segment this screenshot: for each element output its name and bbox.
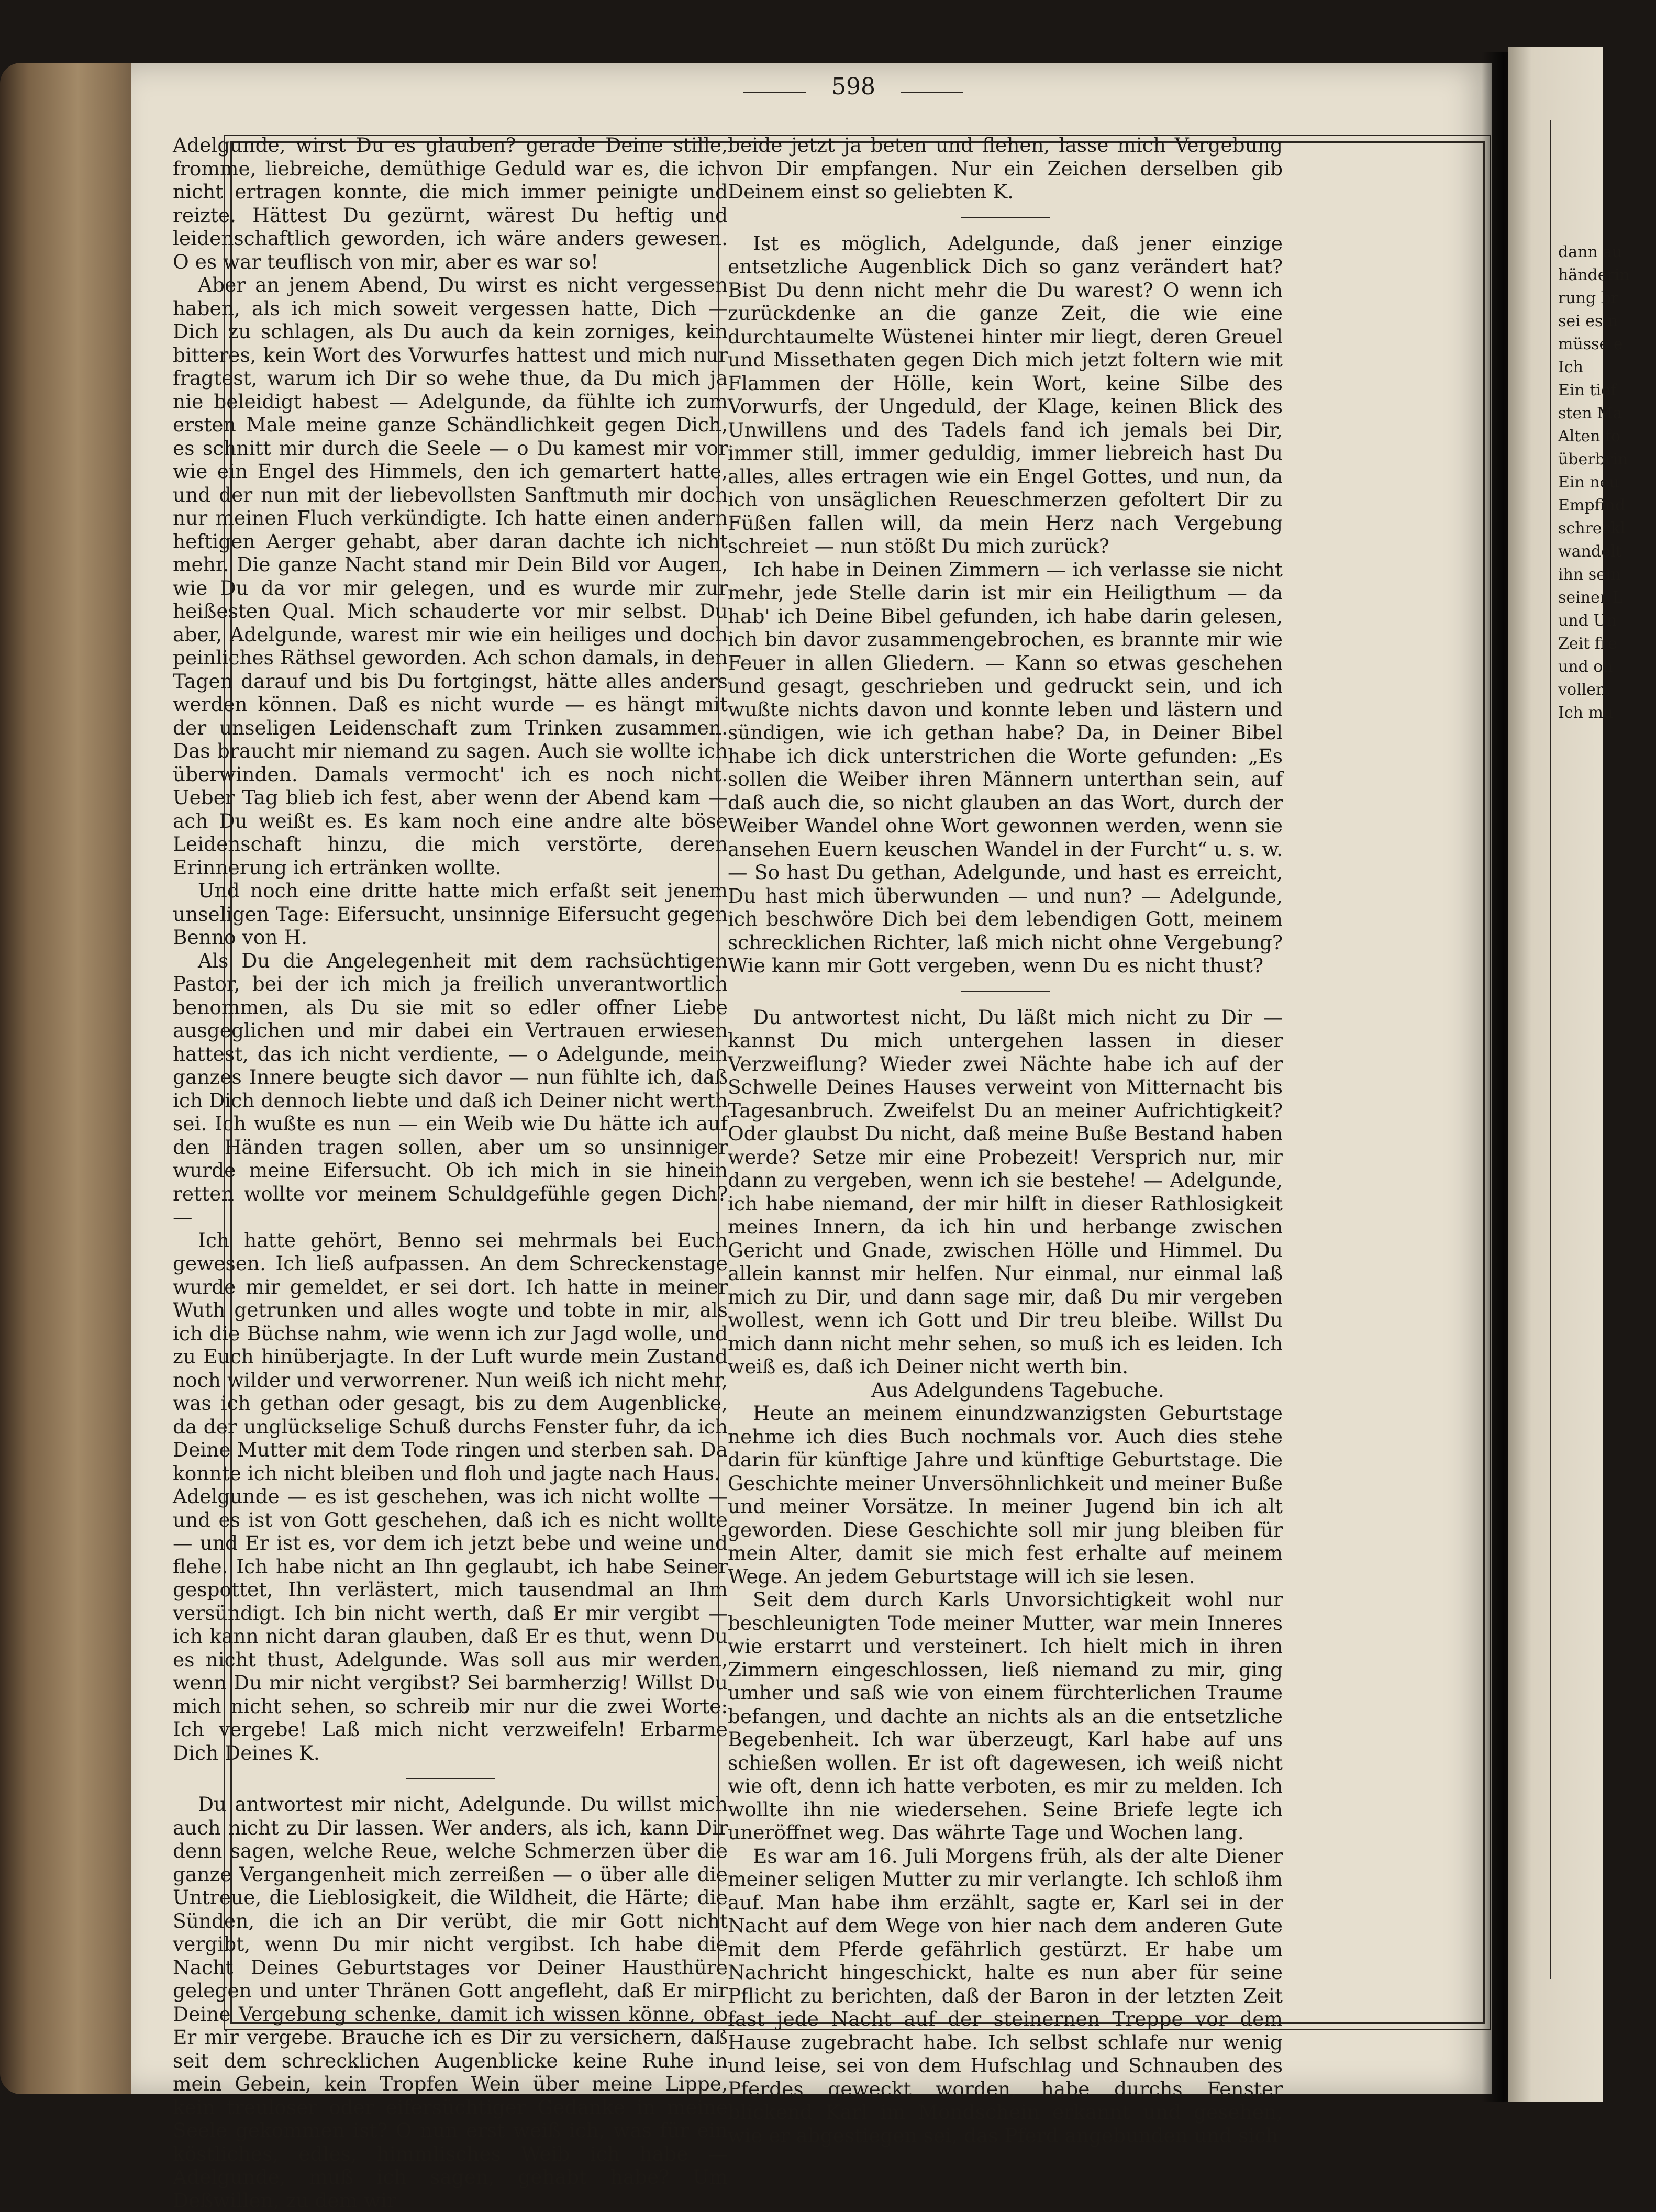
- paragraph: Adelgunde, wirst Du es glauben? gerade Deine stille, fromme, liebreiche, demüthige Geduld war es, die ich nicht ertragen konnte, die mich immer peinigte und reizte. Hättest Du gezürnt, wärest Du heftig und leidenschaftlich geworden, ich wäre anders gewesen. O es war teuflisch von mir, aber es war so!: [173, 134, 728, 273]
- next-page-line: Ein tief: [1558, 381, 1616, 399]
- paragraph: Du antwortest nicht, Du läßt mich nicht zu Dir — kannst Du mich untergehen lassen in dieser Verzweiflung? Wieder zwei Nächte habe ich auf der Schwelle Deines Hauses verweint von Mitternacht bis Tagesanbruch. Zweifelst Du an meiner Aufrichtigkeit? Oder glaubst Du nicht, daß meine Buße Bestand haben werde? Setze mir eine Probezeit! Versprich nur, mir dann zu vergeben, wenn ich sie bestehe! — Adelgunde, ich habe niemand, der mir hilft in dieser Rathlosigkeit meines Innern, da ich hin und herbange zwischen Gericht und Gnade, zwischen Hölle und Himmel. Du allein kannst mir helfen. Nur einmal, nur einmal laß mich zu Dir, und dann sage mir, daß Du mir vergeben wollest, wenn ich Gott und Dir treu bleibe. Willst Du mich dann nicht mehr sehen, so muß ich es leiden. Ich weiß es, daß ich Deiner nicht werth bin.: [728, 1005, 1283, 1378]
- next-page-line: rung br: [1558, 289, 1619, 307]
- section-separator: [406, 1778, 495, 1779]
- next-page-line: Empfind: [1558, 496, 1626, 515]
- book-edge: [0, 63, 141, 2094]
- next-page-line: händerin: [1558, 266, 1630, 284]
- next-page-edge: [1508, 47, 1630, 2102]
- next-page-text: [1558, 241, 1630, 725]
- left-column: [173, 134, 728, 2212]
- section-separator: [961, 991, 1050, 992]
- next-page-line: Ich mu: [1558, 704, 1614, 722]
- paragraph: Als Du die Angelegenheit mit dem rachsüchtigen Pastor, bei der ich mich ja freilich unverantwortlich benommen, als Du sie mit so edler offner Liebe ausgeglichen und mir dabei ein Vertrauen erwiesen hattest, das ich nicht verdiente, — o Adelgunde, mein ganzes Innere beugte sich davor — nun fühlte ich, daß ich Dich dennoch liebte und daß ich Deiner nicht werth sei. Ich wußte es nun — ein Weib wie Du hätte ich auf den Händen tragen sollen, aber um so unsinniger wurde meine Eifersucht. Ob ich mich in sie hinein retten wollte vor meinem Schuldgefühle gegen Dich? —: [173, 949, 728, 1228]
- section-separator: [961, 217, 1050, 218]
- next-page-line: und oh: [1558, 658, 1613, 676]
- next-page-line: wandelt: [1558, 542, 1622, 561]
- header-rule-left: [743, 92, 806, 93]
- page-number: 598: [831, 73, 875, 100]
- paragraph: Adelgunde — es ist geschehen, was ich nicht wollte — und es ist von Gott geschehen, daß ich es nicht wollte — und Er ist es, vor dem ich jetzt bebe und weine und flehe. Ich habe nicht an Ihn geglaubt, ich habe Seiner gespottet, Ihn verlästert, mich tausendmal an Ihm versündigt. Ich bin nicht werth, daß Er mir vergibt — ich kann nicht daran glauben, daß Er es thut, wenn Du es nicht thust, Adelgunde. Was soll aus mir werden, wenn Du mir nicht vergibst? Sei barmherzig! Willst Du mich nicht sehen, so schreib mir nur die zwei Worte: Ich vergebe! Laß mich nicht verzweifeln! Erbarme Dich Deines K.: [173, 1485, 728, 1764]
- next-page-line: sten Ma: [1558, 404, 1622, 423]
- next-page-line: vollen,: [1558, 681, 1611, 699]
- next-page-line: seiner L: [1558, 588, 1623, 607]
- paragraph: Es war am 16. Juli Morgens früh, als der alte Diener meiner seligen Mutter zu mir verlangte. Ich schloß ihm auf. Man habe ihm erzählt, sagte er, Karl sei in der Nacht auf dem Wege von hier nach dem anderen Gute mit dem Pferde gefährlich gestürzt. Er habe um Nachricht hingeschickt, halte es nun aber für seine Pflicht zu berichten, daß der Baron in der letzten Zeit fast jede Nacht auf der steinernen Treppe vor dem Hause zugebracht habe. Ich selbst schlafe nur wenig und leise, sei von dem Hufschlag und Schnauben des Pferdes geweckt worden, habe durchs Fenster blickend Karl im Mondschein erkannt und gesehen, wie er abgestiegen sei, das Pferd angebunden und sich: [728, 1844, 1283, 2147]
- next-page-line: und Un: [1558, 612, 1617, 630]
- right-column: [728, 134, 1283, 2147]
- paragraph: Ist es möglich, Adelgunde, daß jener einzige entsetzliche Augenblick Dich so ganz verändert hat? Bist Du denn nicht mehr die Du warest? O wenn ich zurückdenke an die ganze Zeit, die wie eine durchtaumelte Wüstenei hinter mir liegt, deren Greuel und Missethaten gegen Dich mich jetzt foltern wie mit Flammen der Hölle, kein Wort, keine Silbe des Vorwurfs, der Ungeduld, der Klage, keinen Blick des Unwillens und des Tadels fand ich jemals bei Dir, immer still, immer geduldig, immer liebreich hast Du alles, alles ertragen wie ein Engel Gottes, und nun, da ich von unsäglichen Reueschmerzen gefoltert Dir zu Füßen fallen will, da mein Herz nach Vergebung schreiet — nun stößt Du mich zurück?: [728, 231, 1283, 558]
- paragraph: beide jetzt ja beten und flehen, lasse mich Vergebung von Dir empfangen. Nur ein Zeichen derselben gib Deinem einst so geliebten K.: [728, 134, 1283, 203]
- next-page-line: dann au: [1558, 243, 1622, 261]
- paragraph: Ich hatte gehört, Benno sei mehrmals bei Euch gewesen. Ich ließ aufpassen. An dem Schreckenstage wurde mir gemeldet, er sei dort. Ich hatte in meiner Wuth getrunken und alles wogte und tobte in mir, als ich die Büchse nahm, wie wenn ich zur Jagd wolle, und zu Euch hinüberjagte. In der Luft wurde mein Zustand noch wilder und verworrener. Nun weiß ich nicht mehr, was ich gethan oder gesagt, bis zu dem Augenblicke, da der unglückselige Schuß durchs Fenster fuhr, da ich Deine Mutter mit dem Tode ringen und sterben sah. Da konnte ich nicht bleiben und floh und jagte nach Haus.: [173, 1228, 728, 1485]
- next-page-line: sei es n: [1558, 312, 1618, 330]
- next-page-line: Ein neu: [1558, 473, 1619, 492]
- paragraph: Aber an jenem Abend, Du wirst es nicht vergessen haben, als ich mich soweit vergessen hatte, Dich — Dich zu schlagen, als Du auch da kein zorniges, kein bitteres, kein Wort des Vorwurfes hattest und mich nur fragtest, warum ich Dir so wehe thue, da Du mich ja nie beleidigt habest — Adelgunde, da fühlte ich zum ersten Male meine ganze Schändlichkeit gegen Dich, es schnitt mir durch die Seele — o Du kamest mir vor wie ein Engel des Himmels, den ich gemartert hatte, und der nun mit der liebevollsten Sanftmuth mir doch nur meinen Fluch verkündigte. Ich hatte einen andern heftigen Aerger gehabt, aber daran dachte ich nicht mehr. Die ganze Nacht stand mir Dein Bild vor Augen, wie Du da vor mir gelegen, und es wurde mir zur heißesten Qual. Mich schauderte vor mir selbst. Du aber, Adelgunde, warest mir wie ein heiliges und doch peinliches Räthsel geworden. Ach schon damals, in den Tagen darauf und bis Du fortgingst, hätte alles anders werden können. Daß es nicht wurde — es hängt mit der unseligen Leidenschaft zum Trinken zusammen. Das braucht mir niemand zu sagen. Auch sie wollte ich überwinden. Damals vermocht' ich es noch nicht. Ueber Tag blieb ich fest, aber wenn der Abend kam — ach Du weißt es. Es kam noch eine andre alte böse Leidenschaft hinzu, die mich verstörte, deren Erinnerung ich ertränken wollte.: [173, 273, 728, 879]
- paragraph: Heute an meinem einundzwanzigsten Geburtstage nehme ich dies Buch nochmals vor. Auch dies stehe darin für künftige Jahre und künftige Geburtstage. Die Geschichte meiner Unversöhnlichkeit und meiner Buße und meiner Vorsätze. In meiner Jugend bin ich alt geworden. Diese Geschichte soll mir jung bleiben für mein Alter, damit sie mich fest erhalte auf meinem Wege. An jedem Geburtstage will ich sie lesen.: [728, 1402, 1283, 1588]
- next-page-line: Ich: [1558, 358, 1583, 376]
- next-page-line: Alten fo: [1558, 427, 1621, 446]
- next-page-line: ihn sein: [1558, 565, 1621, 584]
- next-page-line: schreckl: [1558, 519, 1626, 538]
- paragraph: Und noch eine dritte hatte mich erfaßt seit jenem unseligen Tage: Eifersucht, unsinnige Eifersucht gegen Benno von H.: [173, 879, 728, 949]
- paragraph: Ich habe in Deinen Zimmern — ich verlasse sie nicht mehr, jede Stelle darin ist mir ein Heiligthum — da hab' ich Deine Bibel gefunden, ich habe darin gelesen, ich bin davor zusammengebrochen, es brannte mir wie Feuer in allen Gliedern. — Kann so etwas geschehen und gesagt, geschrieben und gedruckt sein, und ich wußte nichts davon und konnte leben und lästern und sündigen, wie ich gethan habe? Da, in Deiner Bibel habe ich dick unterstrichen die Worte gefunden: „Es sollen die Weiber ihren Männern unterthan sein, auf daß auch die, so nicht glauben an das Wort, durch der Weiber Wandel ohne Wort gewonnen werden, wenn sie ansehen Euern keuschen Wandel in der Furcht“ u. s. w. — So hast Du gethan, Adelgunde, und hast es erreicht, Du hast mich überwunden — und nun? — Adelgunde, ich beschwöre Dich bei dem lebendigen Gott, meinem schrecklichen Richter, laß mich nicht ohne Vergebung? Wie kann mir Gott vergeben, wenn Du es nicht thust?: [728, 558, 1283, 977]
- next-page-line: müsse e: [1558, 335, 1623, 353]
- paragraph: Du antwortest mir nicht, Adelgunde. Du willst mich auch nicht zu Dir lassen. Wer anders, als ich, kann Dir denn sagen, welche Reue, welche Schmerzen über die ganze Vergangenheit mich zerreißen — o über alle die Untreue, die Lieblosigkeit, die Wildheit, die Härte; die Sünden, die ich an Dir verübt, die mir Gott nicht vergibt, wenn Du mir nicht vergibst. Ich habe die Nacht Deines Geburtstages vor Deiner Hausthüre gelegen und unter Thränen Gott angefleht, daß Er mir Deine Vergebung schenke, damit ich wissen könne, ob Er mir vergebe. Brauche ich es Dir zu versichern, daß seit dem schrecklichen Augenblicke keine Ruhe in mein Gebein, kein Tropfen Wein über meine Lippe, kein treuloser oder eifersüchtiger Gedanke in meine Seele gekommen ist? O nun erst weiß ich, was für ein köstliches, edles, himmlisches Weib ich habe — Adelgunde, muß ich sagen, gehabt habe? Um Deßwillen, zu dem wir: [173, 1793, 728, 2212]
- header-rule-right: [901, 92, 963, 93]
- next-page-line: überbrin: [1558, 450, 1628, 469]
- section-heading: Aus Adelgundens Tagebuche.: [871, 1378, 1164, 1402]
- next-page-line: Zeit fre: [1558, 635, 1617, 653]
- paragraph: Seit dem durch Karls Unvorsichtigkeit wohl nur beschleunigten Tode meiner Mutter, war mein Inneres wie erstarrt und versteinert. Ich hielt mich in ihren Zimmern eingeschlossen, ließ niemand zu mir, ging umher und saß wie von einem fürchterlichen Traume befangen, und dachte an nichts als an die entsetzliche Begebenheit. Ich war überzeugt, Karl habe auf uns schießen wollen. Er ist oft dagewesen, ich weiß nicht wie oft, denn ich hatte verboten, es mir zu melden. Ich wollte ihn nie wiedersehen. Seine Briefe legte ich uneröffnet weg. Das währte Tage und Wochen lang.: [728, 1588, 1283, 1844]
